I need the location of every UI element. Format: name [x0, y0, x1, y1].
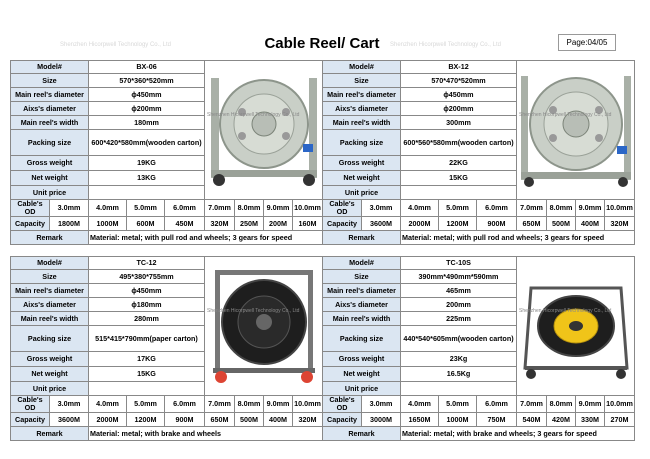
cable-od-cell: 10.0mm [605, 396, 635, 413]
packing-size-value: 440*540*605mm(wooden carton) [401, 326, 517, 352]
model-row [323, 61, 635, 74]
capacity-cell: 1200M [439, 217, 477, 231]
cable-od-cell: 10.0mm [293, 396, 323, 413]
gross-weight-value: 22KG [401, 156, 517, 171]
packing-size-label: Packing size [323, 130, 401, 156]
model-row [323, 257, 635, 270]
model-row [11, 257, 323, 270]
cable-od-label: Cable's OD [323, 396, 362, 413]
net-weight-label: Net weight [323, 171, 401, 186]
capacity-label: Capacity [323, 217, 362, 231]
cable-od-cell: 5.0mm [439, 200, 477, 217]
remark-row [323, 427, 635, 441]
model-value: BX-12 [401, 61, 517, 74]
capacity-row [323, 413, 635, 427]
cable-reel-image [517, 72, 635, 188]
unit-price-value [89, 186, 205, 200]
capacity-cell: 330M [576, 413, 605, 427]
remark-value: Material: metal; with brake and wheels; 3 gears for speed [401, 427, 635, 441]
product-block-bx-12 [322, 60, 634, 250]
size-value: 390mm*490mm*590mm [401, 270, 517, 284]
capacity-cell: 320M [205, 217, 235, 231]
capacity-cell: 1000M [439, 413, 477, 427]
remark-value: Material: metal; with brake and wheels [89, 427, 323, 441]
watermark: Shenzhen Hicorpwell Technology Co., Ltd [390, 42, 501, 48]
net-weight-label: Net weight [323, 367, 401, 382]
main-reel-width-label: Main reel's width [323, 312, 401, 326]
cable-od-label: Cable's OD [11, 200, 50, 217]
model-label: Model# [11, 61, 89, 74]
unit-price-label: Unit price [323, 382, 401, 396]
model-row [11, 61, 323, 74]
cable-od-cell: 8.0mm [547, 396, 576, 413]
cable-od-cell: 10.0mm [293, 200, 323, 217]
cable-od-cell: 3.0mm [362, 396, 401, 413]
capacity-cell: 3600M [362, 217, 401, 231]
unit-price-label: Unit price [11, 382, 89, 396]
net-weight-value: 15KG [89, 367, 205, 382]
main-reel-diameter-label: Main reel's diameter [11, 88, 89, 102]
cable-od-cell: 5.0mm [127, 200, 165, 217]
cable-od-cell: 6.0mm [477, 200, 517, 217]
main-reel-diameter-value: 465mm [401, 284, 517, 298]
net-weight-label: Net weight [11, 171, 89, 186]
main-reel-diameter-value: ϕ450mm [89, 88, 205, 102]
cable-od-row [323, 396, 635, 413]
title-bar [10, 30, 634, 58]
gross-weight-value: 19KG [89, 156, 205, 171]
remark-row [323, 231, 635, 245]
gross-weight-label: Gross weight [11, 352, 89, 367]
capacity-cell: 1650M [401, 413, 439, 427]
size-label: Size [11, 74, 89, 88]
axis-diameter-label: Aixs's diameter [323, 298, 401, 312]
capacity-label: Capacity [323, 413, 362, 427]
cable-od-cell: 5.0mm [127, 396, 165, 413]
main-reel-diameter-label: Main reel's diameter [11, 284, 89, 298]
axis-diameter-value: ϕ200mm [89, 102, 205, 116]
cable-od-cell: 8.0mm [547, 200, 576, 217]
unit-price-value [89, 382, 205, 396]
capacity-cell: 900M [165, 413, 205, 427]
model-value: BX-06 [89, 61, 205, 74]
net-weight-value: 13KG [89, 171, 205, 186]
remark-label: Remark [323, 427, 401, 441]
model-label: Model# [323, 257, 401, 270]
model-label: Model# [11, 257, 89, 270]
capacity-cell: 200M [264, 217, 293, 231]
cable-od-cell: 5.0mm [439, 396, 477, 413]
size-value: 570*470*520mm [401, 74, 517, 88]
cable-od-cell: 8.0mm [235, 200, 264, 217]
page-title: Cable Reel/ Cart [264, 35, 380, 52]
capacity-cell: 750M [477, 413, 517, 427]
cable-reel-image [205, 268, 323, 384]
main-reel-width-value: 280mm [89, 312, 205, 326]
main-reel-width-label: Main reel's width [11, 312, 89, 326]
capacity-cell: 2000M [401, 217, 439, 231]
axis-diameter-label: Aixs's diameter [11, 102, 89, 116]
product-photo [205, 257, 323, 396]
product-block-tc-10s [322, 256, 634, 446]
capacity-label: Capacity [11, 217, 50, 231]
packing-size-value: 600*560*580mm(wooden carton) [401, 130, 517, 156]
main-reel-diameter-value: ϕ450mm [89, 284, 205, 298]
main-reel-diameter-label: Main reel's diameter [323, 284, 401, 298]
capacity-cell: 540M [517, 413, 547, 427]
gross-weight-value: 23Kg [401, 352, 517, 367]
axis-diameter-value: ϕ180mm [89, 298, 205, 312]
cable-od-cell: 4.0mm [401, 396, 439, 413]
unit-price-value [401, 382, 517, 396]
capacity-cell: 400M [576, 217, 605, 231]
main-reel-width-value: 180mm [89, 116, 205, 130]
size-value: 495*380*755mm [89, 270, 205, 284]
gross-weight-label: Gross weight [323, 352, 401, 367]
unit-price-label: Unit price [323, 186, 401, 200]
capacity-cell: 160M [293, 217, 323, 231]
cable-od-cell: 3.0mm [50, 396, 89, 413]
capacity-cell: 320M [605, 217, 635, 231]
image-watermark: Shenzhen Hicorpwell Technology Co., Ltd [519, 308, 612, 314]
capacity-row [11, 413, 323, 427]
capacity-cell: 500M [547, 217, 576, 231]
size-label: Size [323, 74, 401, 88]
remark-label: Remark [323, 231, 401, 245]
gross-weight-label: Gross weight [323, 156, 401, 171]
cable-od-cell: 10.0mm [605, 200, 635, 217]
cable-od-cell: 9.0mm [264, 396, 293, 413]
remark-label: Remark [11, 231, 89, 245]
cable-od-cell: 7.0mm [517, 396, 547, 413]
capacity-cell: 600M [127, 217, 165, 231]
watermark: Shenzhen Hicorpwell Technology Co., Ltd [60, 42, 171, 48]
capacity-cell: 500M [235, 413, 264, 427]
axis-diameter-label: Aixs's diameter [11, 298, 89, 312]
capacity-cell: 450M [165, 217, 205, 231]
cable-od-cell: 7.0mm [205, 200, 235, 217]
remark-row [11, 231, 323, 245]
cable-od-cell: 6.0mm [165, 396, 205, 413]
capacity-cell: 1000M [89, 217, 127, 231]
product-photo [205, 61, 323, 200]
cable-od-cell: 9.0mm [576, 200, 605, 217]
cable-od-cell: 3.0mm [362, 200, 401, 217]
cable-od-cell: 4.0mm [89, 200, 127, 217]
packing-size-label: Packing size [11, 326, 89, 352]
cable-od-row [11, 200, 323, 217]
page-number: Page:04/05 [558, 34, 616, 51]
packing-size-label: Packing size [323, 326, 401, 352]
remark-label: Remark [11, 427, 89, 441]
product-block-tc-12 [10, 256, 322, 446]
gross-weight-value: 17KG [89, 352, 205, 367]
main-reel-diameter-value: ϕ450mm [401, 88, 517, 102]
net-weight-label: Net weight [11, 367, 89, 382]
cable-od-label: Cable's OD [11, 396, 50, 413]
capacity-cell: 250M [235, 217, 264, 231]
product-sheet [10, 30, 634, 440]
cable-reel-image [517, 268, 635, 384]
axis-diameter-value: 200mm [401, 298, 517, 312]
model-value: TC-10S [401, 257, 517, 270]
packing-size-label: Packing size [11, 130, 89, 156]
model-value: TC-12 [89, 257, 205, 270]
capacity-cell: 3600M [50, 413, 89, 427]
image-watermark: Shenzhen Hicorpwell Technology Co., Ltd [519, 112, 612, 118]
cable-od-cell: 6.0mm [477, 396, 517, 413]
cable-od-cell: 6.0mm [165, 200, 205, 217]
remark-row [11, 427, 323, 441]
image-watermark: Shenzhen Hicorpwell Technology Co., Ltd [207, 112, 300, 118]
capacity-cell: 2000M [89, 413, 127, 427]
axis-diameter-value: ϕ200mm [401, 102, 517, 116]
cable-od-cell: 7.0mm [517, 200, 547, 217]
size-label: Size [323, 270, 401, 284]
cable-od-row [11, 396, 323, 413]
product-block-bx-06 [10, 60, 322, 250]
product-photo [517, 257, 635, 396]
capacity-cell: 900M [477, 217, 517, 231]
cable-reel-image [205, 72, 323, 188]
capacity-cell: 3000M [362, 413, 401, 427]
image-watermark: Shenzhen Hicorpwell Technology Co., Ltd [207, 308, 300, 314]
capacity-cell: 400M [264, 413, 293, 427]
net-weight-value: 16.5Kg [401, 367, 517, 382]
cable-od-cell: 4.0mm [89, 396, 127, 413]
cable-od-cell: 9.0mm [576, 396, 605, 413]
product-photo [517, 61, 635, 200]
main-reel-width-label: Main reel's width [323, 116, 401, 130]
capacity-cell: 320M [293, 413, 323, 427]
packing-size-value: 515*415*790mm(paper carton) [89, 326, 205, 352]
remark-value: Material: metal; with pull rod and wheels; 3 gears for speed [89, 231, 323, 245]
unit-price-label: Unit price [11, 186, 89, 200]
cable-od-cell: 7.0mm [205, 396, 235, 413]
capacity-row [11, 217, 323, 231]
capacity-cell: 650M [517, 217, 547, 231]
capacity-label: Capacity [11, 413, 50, 427]
model-label: Model# [323, 61, 401, 74]
gross-weight-label: Gross weight [11, 156, 89, 171]
capacity-cell: 270M [605, 413, 635, 427]
capacity-cell: 1200M [127, 413, 165, 427]
capacity-cell: 420M [547, 413, 576, 427]
main-reel-width-value: 225mm [401, 312, 517, 326]
remark-value: Material: metal; with pull rod and wheels; 3 gears for speed [401, 231, 635, 245]
main-reel-width-value: 300mm [401, 116, 517, 130]
cable-od-row [323, 200, 635, 217]
cable-od-cell: 8.0mm [235, 396, 264, 413]
size-value: 570*360*520mm [89, 74, 205, 88]
net-weight-value: 15KG [401, 171, 517, 186]
unit-price-value [401, 186, 517, 200]
cable-od-cell: 3.0mm [50, 200, 89, 217]
capacity-row [323, 217, 635, 231]
capacity-cell: 650M [205, 413, 235, 427]
cable-od-label: Cable's OD [323, 200, 362, 217]
cable-od-cell: 4.0mm [401, 200, 439, 217]
packing-size-value: 600*420*580mm(wooden carton) [89, 130, 205, 156]
axis-diameter-label: Aixs's diameter [323, 102, 401, 116]
cable-od-cell: 9.0mm [264, 200, 293, 217]
capacity-cell: 1800M [50, 217, 89, 231]
main-reel-width-label: Main reel's width [11, 116, 89, 130]
main-reel-diameter-label: Main reel's diameter [323, 88, 401, 102]
size-label: Size [11, 270, 89, 284]
